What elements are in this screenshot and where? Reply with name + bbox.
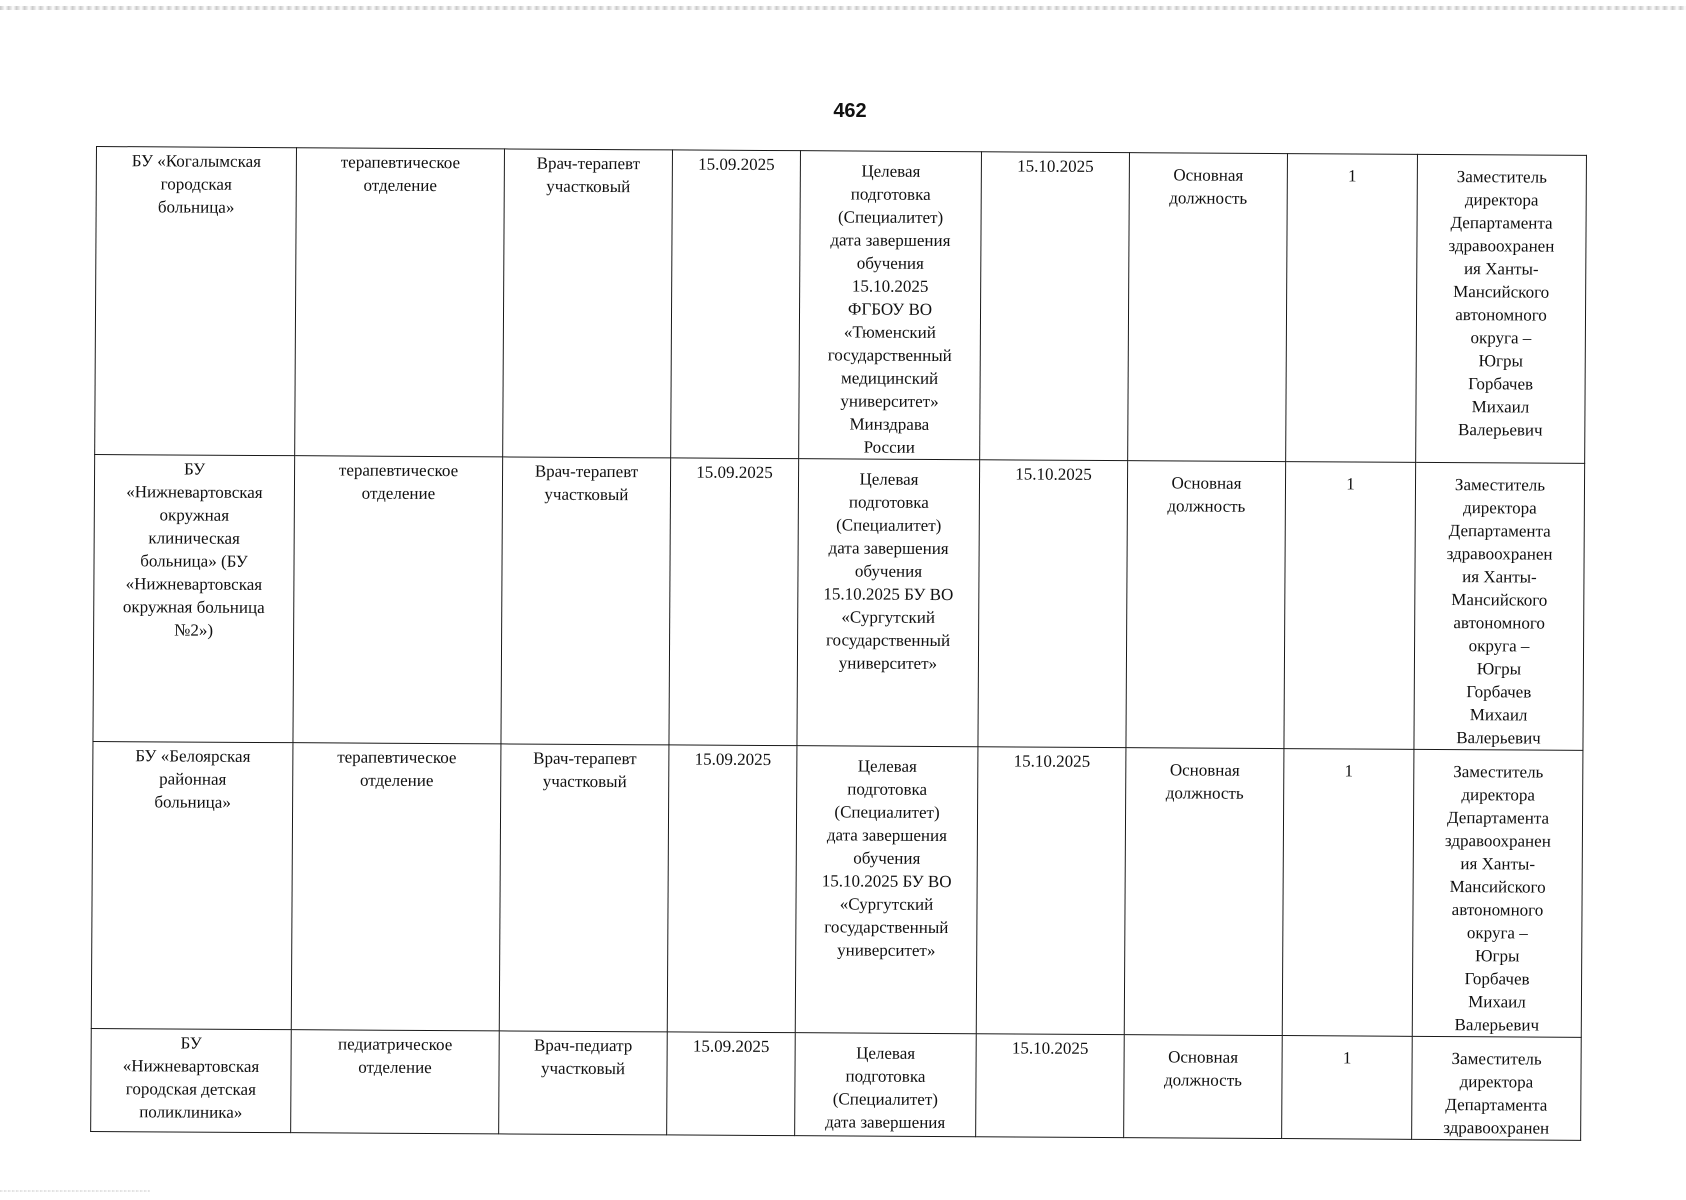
scan-edge-artifact bbox=[0, 6, 1686, 10]
position-type-text: Основная должность bbox=[1165, 760, 1244, 803]
table-row bbox=[91, 1028, 1582, 1140]
date-from-text: 15.09.2025 bbox=[694, 749, 772, 770]
cell-department bbox=[293, 456, 503, 744]
training-text: Целевая подготовка (Специалитет) дата завершения обучения 15.10.2025 БУ ВО «Сургутский государственный университет» bbox=[821, 756, 952, 960]
cell-signer bbox=[1414, 462, 1585, 750]
organization-text: БУ «Нижневартовская окружная клиническая больница» (БУ «Нижневартовская окружная больница №2») bbox=[122, 459, 265, 640]
cell-training bbox=[795, 746, 978, 1034]
cell-organization bbox=[91, 1028, 292, 1132]
cell-quantity bbox=[1282, 749, 1414, 1037]
position-type-text: Основная должность bbox=[1169, 165, 1248, 208]
training-text: Целевая подготовка (Специалитет) дата завершения обучения 15.10.2025 БУ ВО «Сургутский государственный университет» bbox=[823, 469, 954, 673]
cell-quantity bbox=[1282, 1036, 1413, 1140]
cell-training bbox=[799, 151, 982, 460]
cell-position-type bbox=[1124, 748, 1284, 1036]
cell-signer bbox=[1412, 1036, 1582, 1140]
quantity-text: 1 bbox=[1342, 1048, 1352, 1068]
cell-training bbox=[795, 1033, 977, 1137]
vacancy-table bbox=[90, 146, 1587, 1141]
cell-organization bbox=[91, 741, 293, 1029]
cell-department bbox=[295, 148, 505, 457]
date-to-text: 15.10.2025 bbox=[1015, 464, 1092, 484]
cell-date-from bbox=[667, 745, 797, 1033]
cell-date-to bbox=[976, 1034, 1125, 1138]
training-text: Целевая подготовка (Специалитет) дата завершения bbox=[825, 1043, 946, 1133]
cell-date-to bbox=[978, 460, 1128, 748]
date-to-text: 15.10.2025 bbox=[1011, 1038, 1089, 1058]
vacancy-table-sheet bbox=[90, 146, 1586, 1138]
position-text: Врач-педиатр участковый bbox=[533, 1035, 633, 1079]
cell-department bbox=[291, 1030, 500, 1134]
table-row bbox=[91, 741, 1583, 1037]
cell-position bbox=[499, 1031, 668, 1135]
position-type-text: Основная должность bbox=[1163, 1047, 1242, 1090]
cell-date-to bbox=[980, 152, 1130, 461]
signer-text: Заместитель директора Департамента здравоохранен ия Ханты- Мансийского автономного округа – Югры Горбачев Михаил Валерьевич bbox=[1448, 167, 1555, 440]
position-text: Врач-терапевт участковый bbox=[533, 748, 637, 792]
department-text: педиатрическое отделение bbox=[338, 1034, 453, 1078]
organization-text: БУ «Нижневартовская городская детская поликлиника» bbox=[122, 1033, 260, 1122]
cell-position bbox=[501, 457, 671, 745]
signer-text: Заместитель директора Департамента здравоохранен ия Ханты- Мансийского автономного округа – Югры Горбачев Михаил Валерьевич bbox=[1444, 762, 1551, 1035]
training-text: Целевая подготовка (Специалитет) дата завершения обучения 15.10.2025 ФГБОУ ВО «Тюменский государственный медицинский университет» Минздрава России bbox=[827, 161, 952, 457]
cell-signer bbox=[1416, 154, 1587, 463]
cell-date-from bbox=[671, 150, 801, 459]
organization-text: БУ «Белоярская районная больница» bbox=[135, 746, 251, 812]
cell-position bbox=[503, 149, 673, 458]
cell-quantity bbox=[1284, 462, 1416, 750]
quantity-text: 1 bbox=[1348, 166, 1357, 186]
date-from-text: 15.09.2025 bbox=[692, 1036, 770, 1057]
organization-text: БУ «Когалымская городская больница» bbox=[131, 151, 262, 217]
quantity-text: 1 bbox=[1344, 761, 1354, 781]
cell-date-from bbox=[667, 1032, 796, 1136]
cell-position-type bbox=[1128, 153, 1288, 462]
date-to-text: 15.10.2025 bbox=[1013, 751, 1091, 771]
scan-bottom-artifact bbox=[0, 1190, 150, 1192]
cell-date-to bbox=[976, 747, 1126, 1035]
department-text: терапевтическое отделение bbox=[338, 460, 459, 504]
cell-department bbox=[291, 743, 501, 1031]
cell-position-type bbox=[1126, 461, 1286, 749]
cell-position-type bbox=[1124, 1035, 1283, 1139]
cell-quantity bbox=[1286, 154, 1418, 463]
page-number: 462 bbox=[833, 100, 867, 122]
position-text: Врач-терапевт участковый bbox=[534, 461, 639, 505]
cell-signer bbox=[1412, 749, 1583, 1037]
cell-training bbox=[797, 459, 980, 747]
cell-organization bbox=[95, 147, 297, 456]
date-from-text: 15.09.2025 bbox=[698, 154, 775, 175]
cell-date-from bbox=[669, 458, 799, 746]
position-text: Врач-терапевт участковый bbox=[536, 153, 641, 197]
date-to-text: 15.10.2025 bbox=[1017, 156, 1094, 176]
department-text: терапевтическое отделение bbox=[337, 747, 457, 791]
signer-text: Заместитель директора Департамента здравоохранен bbox=[1443, 1049, 1550, 1138]
position-type-text: Основная должность bbox=[1167, 473, 1246, 516]
department-text: терапевтическое отделение bbox=[340, 152, 461, 196]
date-from-text: 15.09.2025 bbox=[696, 462, 773, 483]
cell-organization bbox=[93, 454, 295, 742]
signer-text: Заместитель директора Департамента здравоохранен ия Ханты- Мансийского автономного округа – Югры Горбачев Михаил Валерьевич bbox=[1446, 475, 1553, 748]
quantity-text: 1 bbox=[1346, 474, 1355, 494]
table-row bbox=[95, 147, 1587, 464]
cell-position bbox=[499, 744, 669, 1032]
table-row bbox=[93, 454, 1585, 750]
